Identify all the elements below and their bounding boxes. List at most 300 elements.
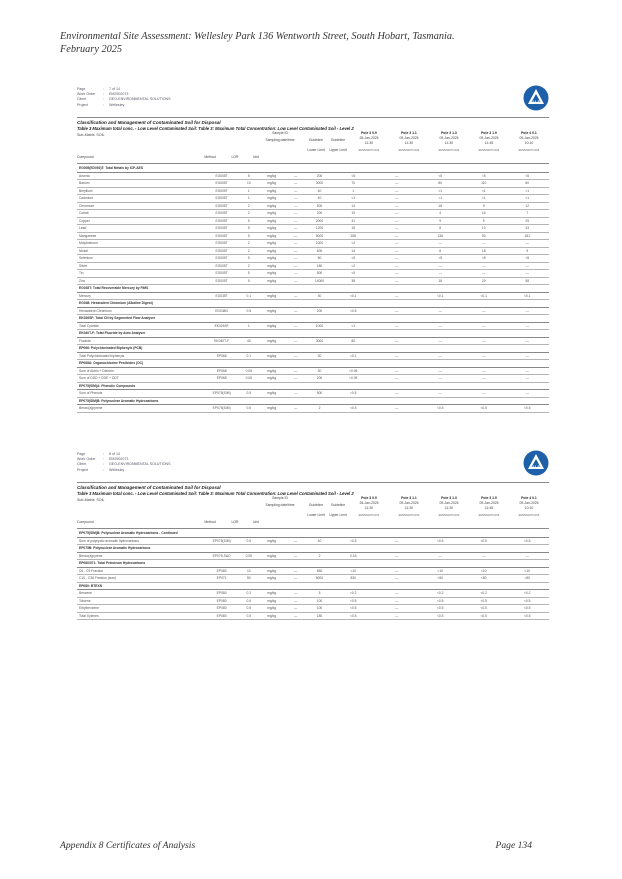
guideline-label: Guideline	[308, 503, 324, 507]
compound-name: Mercury	[77, 292, 205, 300]
lower-limit-value: —	[284, 552, 308, 560]
lor-value: 50	[238, 575, 260, 583]
compound-name: Arsenic	[77, 172, 205, 180]
result-value: <0.5	[505, 612, 549, 620]
method-group-title: EP068A: Organochlorine Pesticides (OC)	[77, 360, 549, 368]
method-header: Method	[204, 520, 216, 524]
compound-header: Compound	[77, 155, 94, 159]
method-group-row	[77, 397, 549, 405]
method-code: EP075(SIM)	[205, 537, 238, 545]
result-value: <0.5	[331, 307, 375, 315]
sub-matrix-label: Sub-Matrix: SOIL	[77, 133, 105, 137]
compound-name: Molybdenum	[77, 240, 205, 248]
result-value: —	[375, 232, 419, 240]
result-value: —	[375, 537, 419, 545]
meta-value: Wellesley	[109, 102, 125, 107]
sample-date: 09-Jan-2025	[479, 136, 499, 140]
meta-colon: :	[103, 467, 104, 472]
compound-name: Ethylbenzene	[77, 605, 205, 613]
lower-limit-label: Lower Limit	[307, 513, 325, 517]
upper-limit-value: 14000	[308, 277, 332, 285]
meta-value: EM2502073	[109, 457, 129, 462]
compound-name: Selenium	[77, 255, 205, 263]
result-value: <0.5	[418, 405, 462, 413]
result-value: —	[375, 240, 419, 248]
result-value: <10	[418, 567, 462, 575]
sample-time: 11:45	[484, 141, 494, 145]
result-value: —	[375, 195, 419, 203]
result-value: 8	[418, 225, 462, 233]
result-value: —	[375, 277, 419, 285]
result-value: <0.5	[331, 537, 375, 545]
compound-name: Chromium	[77, 202, 205, 210]
result-value: <5	[418, 172, 462, 180]
lower-limit-value: —	[284, 195, 308, 203]
sample-time: 11:45	[484, 506, 494, 510]
method-code: EK026SF	[205, 322, 238, 330]
meta-colon: :	[103, 102, 104, 107]
result-value: —	[462, 307, 506, 315]
result-value: <1	[505, 187, 549, 195]
unit-value: mg/kg	[260, 337, 284, 345]
result-value: —	[375, 597, 419, 605]
method-group-title: EP066: Polychlorinated Biphenyls (PCB)	[77, 345, 549, 353]
result-value: <10	[505, 567, 549, 575]
result-value: <5	[462, 255, 506, 263]
table-row	[77, 180, 549, 188]
result-value: 18	[418, 277, 462, 285]
unit-value: mg/kg	[260, 537, 284, 545]
unit-header: Unit	[252, 155, 260, 159]
result-value: <0.5	[462, 405, 506, 413]
method-group-row	[77, 285, 549, 293]
sample-time: 11:30	[404, 141, 414, 145]
lower-limit-value: —	[284, 187, 308, 195]
result-value: 18	[462, 247, 506, 255]
result-value: <1	[462, 195, 506, 203]
upper-limit-value: 1000	[308, 322, 332, 330]
result-value: <50	[505, 575, 549, 583]
result-value: —	[418, 337, 462, 345]
upper-limit-value: 40	[308, 195, 332, 203]
lower-limit-value: —	[284, 537, 308, 545]
column-header	[77, 131, 549, 163]
lor-value: 0.2	[238, 590, 260, 598]
result-value: —	[462, 240, 506, 248]
compound-name: Toluene	[77, 597, 205, 605]
table-row	[77, 172, 549, 180]
lower-limit-value: —	[284, 337, 308, 345]
compound-name: Tin	[77, 270, 205, 278]
meta-key: Project	[77, 102, 89, 107]
lower-limit-value: —	[284, 612, 308, 620]
result-value: <50	[418, 575, 462, 583]
method-group-row	[77, 545, 549, 553]
method-group-title: EG035T: Total Recoverable Mercury by FIMS	[77, 285, 549, 293]
result-value: <1	[462, 187, 506, 195]
result-value: —	[505, 240, 549, 248]
upper-limit-value: 500	[308, 390, 332, 398]
table-title: Classification and Management of Contaminated Soil for Disposal	[77, 120, 221, 125]
result-value: —	[375, 247, 419, 255]
table-row	[77, 390, 549, 398]
result-value: —	[375, 575, 419, 583]
unit-value: mg/kg	[260, 187, 284, 195]
lab-id: EM2502073-003	[438, 513, 460, 517]
result-value: 80	[331, 337, 375, 345]
result-value: <0.5	[462, 597, 506, 605]
lower-limit-value: —	[284, 390, 308, 398]
lab-id: EM2502073-001	[358, 148, 380, 152]
result-value: 29	[462, 277, 506, 285]
table-row	[77, 597, 549, 605]
compound-name: Sum of Aldrin + Dieldrin	[77, 367, 205, 375]
table-row	[77, 367, 549, 375]
lower-limit-value: —	[284, 352, 308, 360]
unit-value: mg/kg	[260, 322, 284, 330]
result-value: —	[462, 390, 506, 398]
compound-name: Zinc	[77, 277, 205, 285]
result-value: —	[375, 210, 419, 218]
result-value: <5	[331, 255, 375, 263]
lower-limit-value: —	[284, 172, 308, 180]
result-value: 16	[462, 210, 506, 218]
sampling-date-label: Sampling date/time	[265, 138, 295, 142]
result-value: 830	[331, 575, 375, 583]
unit-value: mg/kg	[260, 277, 284, 285]
result-value: 9	[505, 247, 549, 255]
result-value: 10	[462, 225, 506, 233]
sample-date: 28-Jan-2025	[359, 136, 379, 140]
table-row	[77, 405, 549, 413]
lor-value: 0.5	[238, 597, 260, 605]
result-value: —	[418, 390, 462, 398]
table-row	[77, 195, 549, 203]
upper-limit-value: 600	[308, 247, 332, 255]
result-value: 8	[418, 247, 462, 255]
upper-limit-value: 1200	[308, 225, 332, 233]
result-value: —	[375, 307, 419, 315]
upper-limit-value: 2000	[308, 217, 332, 225]
result-value: —	[462, 352, 506, 360]
compound-name: Silver	[77, 262, 205, 270]
method-code: EG048G	[205, 307, 238, 315]
lor-value: 0.5	[238, 390, 260, 398]
unit-value: mg/kg	[260, 217, 284, 225]
result-value: —	[505, 352, 549, 360]
lab-id: EM2502073-003	[438, 148, 460, 152]
method-code: EG005T	[205, 210, 238, 218]
method-code: EG005T	[205, 172, 238, 180]
result-value: <5	[418, 255, 462, 263]
result-value: —	[375, 390, 419, 398]
unit-value: mg/kg	[260, 195, 284, 203]
result-value: —	[418, 375, 462, 383]
result-value: 110	[462, 180, 506, 188]
table-row	[77, 352, 549, 360]
table-row	[77, 612, 549, 620]
lor-value: 10	[238, 180, 260, 188]
method-group-row	[77, 315, 549, 323]
result-value: —	[375, 180, 419, 188]
meta-value: GEO-ENVIRONMENTAL SOLUTIONS	[109, 97, 171, 102]
compound-name: Barium	[77, 180, 205, 188]
header-divider	[77, 117, 549, 118]
result-value: —	[418, 307, 462, 315]
table-row	[77, 232, 549, 240]
table-row	[77, 187, 549, 195]
unit-value: mg/kg	[260, 180, 284, 188]
method-group-title: EP075(SIM)B: Polynuclear Aromatic Hydrocarbons	[77, 397, 549, 405]
upper-limit-value: 650	[308, 567, 332, 575]
table-row	[77, 292, 549, 300]
unit-value: mg/kg	[260, 270, 284, 278]
als-logo-icon	[523, 85, 549, 111]
unit-value: mg/kg	[260, 375, 284, 383]
upper-limit-value: 30	[308, 367, 332, 375]
lor-value: 2	[238, 262, 260, 270]
meta-value: EM2502073	[109, 92, 129, 97]
table-row	[77, 225, 549, 233]
result-value: <10	[331, 567, 375, 575]
upper-limit-value: 30	[308, 352, 332, 360]
result-value: —	[505, 262, 549, 270]
lower-limit-value: —	[284, 597, 308, 605]
upper-limit-value: 500	[308, 202, 332, 210]
method-code: EG005T	[205, 225, 238, 233]
method-group-row	[77, 345, 549, 353]
upper-limit-value: 5	[308, 590, 332, 598]
lab-id: EM2502073-001	[358, 513, 380, 517]
result-value: —	[375, 405, 419, 413]
method-group-row	[77, 560, 549, 568]
upper-limit-value: 500	[308, 270, 332, 278]
compound-name: Total Xylenes	[77, 612, 205, 620]
lor-value: 10	[238, 567, 260, 575]
method-code: EG035T	[205, 292, 238, 300]
lower-limit-value: —	[284, 567, 308, 575]
result-value: —	[375, 352, 419, 360]
sample-date: 28-Jan-2025	[359, 501, 379, 505]
sample-time: 10:10	[524, 141, 534, 145]
result-value: <2	[331, 240, 375, 248]
sample-time: 11:30	[444, 141, 454, 145]
meta-colon: :	[103, 97, 104, 102]
method-code: EP080	[205, 567, 238, 575]
lor-value: 2	[238, 247, 260, 255]
unit-value: mg/kg	[260, 225, 284, 233]
result-value: —	[505, 307, 549, 315]
result-value: —	[462, 337, 506, 345]
result-value: <0.1	[505, 292, 549, 300]
result-value: 7	[505, 210, 549, 218]
sample-date: 09-Jan-2025	[439, 501, 459, 505]
result-value: <0.5	[462, 612, 506, 620]
sample-date: 09-Jan-2025	[399, 501, 419, 505]
result-value: —	[462, 262, 506, 270]
method-group-title: EG048: Hexavalent Chromium (Alkaline Digest)	[77, 300, 549, 308]
result-value: 12	[505, 202, 549, 210]
result-value: 4	[418, 210, 462, 218]
table-row	[77, 307, 549, 315]
result-value: —	[505, 337, 549, 345]
result-value: <0.5	[418, 537, 462, 545]
table-subtitle: Table 3 Maximum total conc. - Low Level Contaminated Soil: Table 3: Maximum Total Concentration: Low Level Contaminated Soil - Level 2	[77, 491, 354, 496]
result-value: —	[375, 225, 419, 233]
upper-limit-value: 2	[308, 405, 332, 413]
footer-appendix: Appendix 8 Certificates of Analysis	[60, 840, 196, 851]
meta-colon: :	[103, 92, 104, 97]
header-line-2: February 2025	[60, 44, 123, 55]
compound-name: Sum of DDD + DDE + DDT	[77, 375, 205, 383]
lor-value: 2	[238, 210, 260, 218]
method-group-title: EP080/071: Total Petroleum Hydrocarbons	[77, 560, 549, 568]
upper-limit-value: 100	[308, 597, 332, 605]
result-value: <0.05	[331, 375, 375, 383]
unit-value: mg/kg	[260, 590, 284, 598]
lower-limit-value: —	[284, 180, 308, 188]
lor-value: 5	[238, 277, 260, 285]
result-value: 9	[418, 217, 462, 225]
sampling-date-label: Sampling date/time	[265, 503, 295, 507]
result-value: —	[375, 552, 419, 560]
upper-limit-label: Upper Limit	[329, 148, 347, 152]
sample-id: Pole 3 1.1	[401, 496, 417, 500]
unit-value: mg/kg	[260, 262, 284, 270]
meta-value: 8 of 14	[109, 452, 120, 456]
result-value: <50	[462, 575, 506, 583]
result-value: —	[505, 322, 549, 330]
sample-time: 10:10	[524, 506, 534, 510]
lower-limit-label: Lower Limit	[307, 148, 325, 152]
method-code: EG005T	[205, 202, 238, 210]
unit-value: mg/kg	[260, 612, 284, 620]
result-value: <0.5	[418, 612, 462, 620]
table-row	[77, 202, 549, 210]
meta-colon: :	[103, 87, 104, 91]
table-row	[77, 247, 549, 255]
unit-value: mg/kg	[260, 307, 284, 315]
als-logo-icon	[523, 450, 549, 476]
upper-limit-value: 200	[308, 172, 332, 180]
lab-id: EM2502073-004	[478, 148, 500, 152]
certificate-panel-page-7	[77, 87, 549, 417]
guideline-label: Guideline	[308, 138, 324, 142]
lor-value: 1	[238, 187, 260, 195]
method-group-row	[77, 330, 549, 338]
result-value: —	[375, 172, 419, 180]
table-row	[77, 575, 549, 583]
lor-value: 0.1	[238, 292, 260, 300]
result-value: <0.5	[331, 390, 375, 398]
upper-limit-value: 40	[308, 537, 332, 545]
upper-limit-value: 3000	[308, 337, 332, 345]
unit-value: mg/kg	[260, 172, 284, 180]
result-value: 181	[505, 232, 549, 240]
method-code: EG005T	[205, 217, 238, 225]
unit-value: mg/kg	[260, 552, 284, 560]
lower-limit-value: —	[284, 240, 308, 248]
table-title: Classification and Management of Contaminated Soil for Disposal	[77, 485, 221, 490]
method-group-title: EP075(SIM)B: Polynuclear Aromatic Hydrocarbons - Continued	[77, 530, 549, 537]
sample-id: Pole 3 1.3	[441, 496, 457, 500]
method-group-row	[77, 300, 549, 308]
lower-limit-value: —	[284, 202, 308, 210]
result-value: —	[375, 217, 419, 225]
method-code: EG005T	[205, 277, 238, 285]
unit-value: mg/kg	[260, 232, 284, 240]
result-value: —	[462, 270, 506, 278]
method-group-row	[77, 382, 549, 390]
result-value: —	[375, 605, 419, 613]
result-value: —	[505, 390, 549, 398]
result-value: —	[375, 367, 419, 375]
lab-id: EM2502073-005	[518, 513, 540, 517]
unit-value: mg/kg	[260, 605, 284, 613]
result-value: 9	[462, 202, 506, 210]
unit-value: mg/kg	[260, 567, 284, 575]
result-value: <0.2	[505, 590, 549, 598]
meta-value: Wellesley	[109, 467, 125, 472]
table-row	[77, 375, 549, 383]
document-header	[60, 30, 560, 56]
column-header-divider	[77, 528, 549, 529]
lower-limit-value: —	[284, 590, 308, 598]
result-value: <0.5	[462, 605, 506, 613]
table-row	[77, 567, 549, 575]
compound-name: Beryllium	[77, 187, 205, 195]
sample-id: Pole 3 1.1	[401, 131, 417, 135]
guideline-label-2: Guideline	[330, 138, 346, 142]
upper-limit-value: 2	[308, 552, 332, 560]
compound-name: Lead	[77, 225, 205, 233]
upper-limit-value: 30	[308, 292, 332, 300]
meta-key: Page	[77, 452, 86, 456]
sample-time: 11:30	[444, 506, 454, 510]
lor-value: 5	[238, 255, 260, 263]
lor-value: 0.5	[238, 537, 260, 545]
result-value: <0.5	[505, 405, 549, 413]
lower-limit-value: —	[284, 255, 308, 263]
result-value: —	[418, 367, 462, 375]
method-code: EP080	[205, 612, 238, 620]
result-value: —	[375, 322, 419, 330]
result-value: —	[375, 375, 419, 383]
result-value: —	[462, 375, 506, 383]
compound-name: Benzene	[77, 590, 205, 598]
sample-date: 09-Jan-2025	[519, 136, 539, 140]
compound-name: Cobalt	[77, 210, 205, 218]
method-group-title: EP075(SIM)A: Phenolic Compounds	[77, 382, 549, 390]
compound-name: Benzo(a)pyrene	[77, 405, 205, 413]
lower-limit-value: —	[284, 292, 308, 300]
result-value: <0.5	[331, 612, 375, 620]
meta-row	[77, 468, 171, 473]
unit-header: Unit	[252, 520, 260, 524]
lower-limit-value: —	[284, 277, 308, 285]
result-value: 25	[505, 217, 549, 225]
result-value: <1	[418, 187, 462, 195]
method-code: EP075-SAO	[205, 552, 238, 560]
table-row	[77, 277, 549, 285]
meta-key: Page	[77, 87, 86, 91]
lower-limit-value: —	[284, 575, 308, 583]
unit-value: mg/kg	[260, 390, 284, 398]
meta-key: Work Order	[77, 457, 96, 462]
result-value: <0.5	[418, 597, 462, 605]
result-value: —	[505, 552, 549, 560]
unit-value: mg/kg	[260, 247, 284, 255]
